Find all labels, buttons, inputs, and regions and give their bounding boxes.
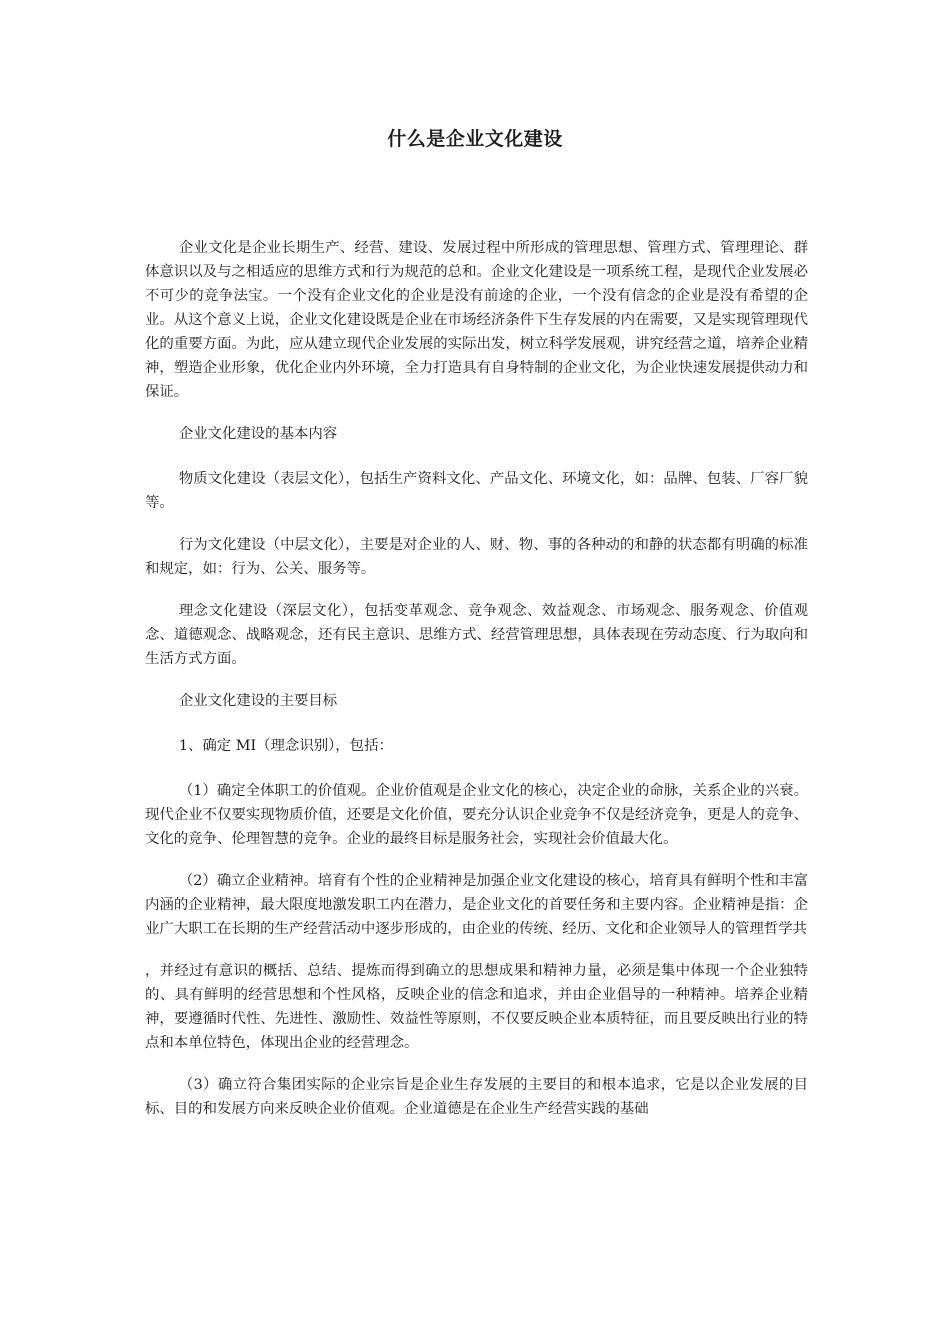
section-heading-basic-content: 企业文化建设的基本内容 xyxy=(178,426,338,442)
paragraph-item-2-spirit: （2）确立企业精神。培育有个性的企业精神是加强企业文化建设的核心，培育具有鲜明个性和丰富内涵的企业精神，最大限度地激发职工内在潜力，是企业文化的首要任务和主要内容。企业精神是指：企业广大职工在长期的生产经营活动中逐步形成的，由企业的传统、经历、文化和企业领导人的管理哲学共 xyxy=(145,873,808,937)
intro-paragraph: 企业文化是企业长期生产、经营、建设、发展过程中所形成的管理思想、管理方式、管理理论、群体意识以及与之相适应的思维方式和行为规范的总和。企业文化建设是一项系统工程，是现代企业发展必不可少的竞争法宝。一个没有企业文化的企业是没有前途的企业，一个没有信念的企业是没有希望的企业。从这个意义上说，企业文化建设既是企业在市场经济条件下生存发展的内在需要，又是实现管理现代化的重要方面。为此，应从建立现代企业发展的实际出发，树立科学发展观，讲究经营之道，培养企业精神，塑造企业形象，优化企业内外环境，全力打造具有自身特制的企业文化，为企业快速发展提供动力和保证。 xyxy=(145,240,808,400)
paragraph-item-2-continued: ，并经过有意识的概括、总结、提炼而得到确立的思想成果和精神力量，必须是集中体现一个企业独特的、具有鲜明的经营思想和个性风格，反映企业的信念和追求，并由企业倡导的一种精神。培养企业精神，要遵循时代性、先进性、激励性、效益性等原则，不仅要反映企业本质特征，而且要反映出行业的特点和本单位特色，体现出企业的经营理念。 xyxy=(145,963,808,1051)
document-title: 什么是企业文化建设 xyxy=(387,128,563,150)
list-heading-mi: 1、确定 MI（理念识别），包括： xyxy=(178,738,393,754)
paragraph-behavior-culture: 行为文化建设（中层文化），主要是对企业的人、财、物、事的各种动的和静的状态都有明确的标准和规定，如：行为、公关、服务等。 xyxy=(145,537,808,577)
paragraph-item-1-values: （1）确定全体职工的价值观。企业价值观是企业文化的核心，决定企业的命脉，关系企业的兴衰。现代企业不仅要实现物质价值，还要是文化价值，要充分认识企业竞争不仅是经济竞争，更是人的竞争、文化的竞争、伦理智慧的竞争。企业的最终目标是服务社会，实现社会价值最大化。 xyxy=(145,783,808,847)
document-body xyxy=(145,236,808,1139)
paragraph-material-culture: 物质文化建设（表层文化），包括生产资料文化、产品文化、环境文化，如：品牌、包装、厂容厂貌等。 xyxy=(145,471,808,511)
section-heading-main-goals: 企业文化建设的主要目标 xyxy=(178,693,338,709)
paragraph-item-3-purpose: （3）确立符合集团实际的企业宗旨是企业生存发展的主要目的和根本追求，它是以企业发展的目标、目的和发展方向来反映企业价值观。企业道德是在企业生产经营实践的基础 xyxy=(145,1077,808,1117)
paragraph-concept-culture: 理念文化建设（深层文化），包括变革观念、竞争观念、效益观念、市场观念、服务观念、价值观念、道德观念、战略观念，还有民主意识、思维方式、经营管理思想，具体表现在劳动态度、行为取向和生活方式方面。 xyxy=(145,603,808,667)
